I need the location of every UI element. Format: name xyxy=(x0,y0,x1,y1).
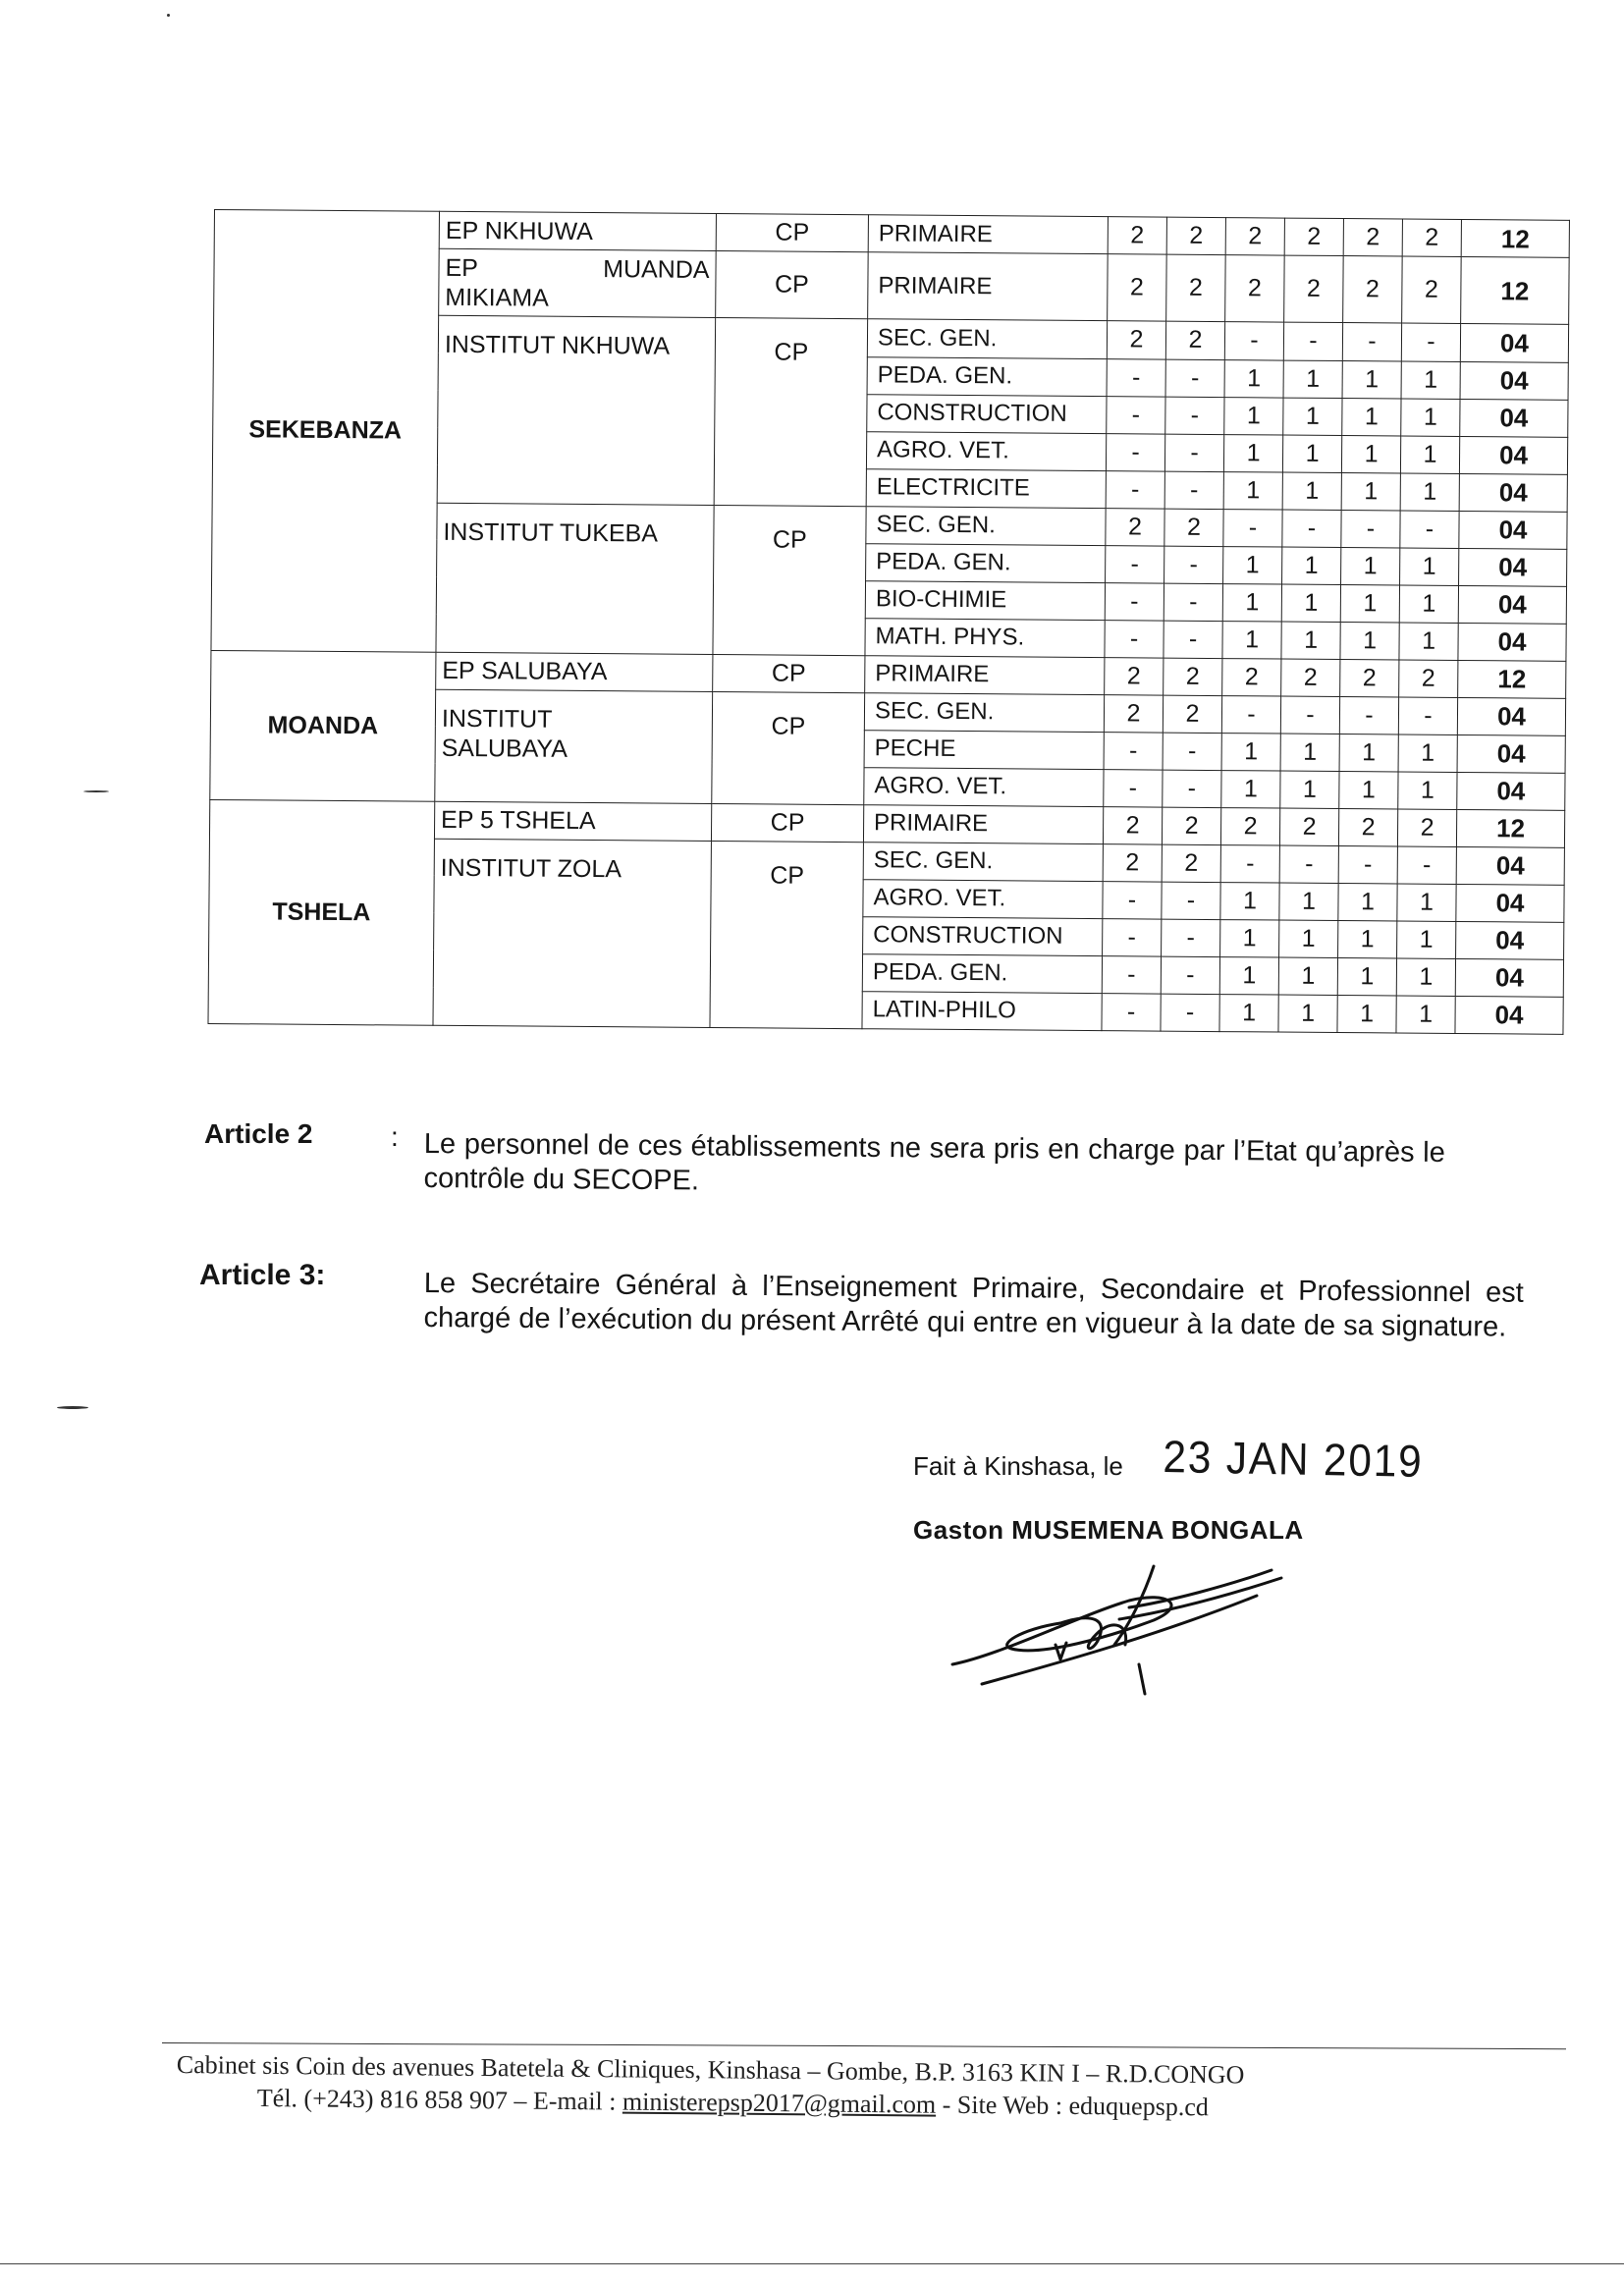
grade-count-cell: 1 xyxy=(1400,436,1459,473)
grade-count-cell: - xyxy=(1105,620,1164,657)
grade-count-cell: - xyxy=(1221,695,1280,733)
grade-count-cell: 1 xyxy=(1281,622,1340,659)
grade-count-cell: 2 xyxy=(1165,322,1224,359)
grade-count-cell: - xyxy=(1161,994,1219,1032)
bottom-rule xyxy=(0,2263,1624,2264)
grade-count-cell: 2 xyxy=(1103,843,1162,881)
grade-count-cell: 1 xyxy=(1278,957,1337,995)
grade-count-cell: - xyxy=(1104,732,1163,769)
total-cell: 04 xyxy=(1456,846,1564,885)
grade-count-cell: - xyxy=(1163,770,1221,807)
option-name-cell: PRIMAIRE xyxy=(863,804,1103,843)
grade-count-cell: 1 xyxy=(1221,770,1280,807)
grade-count-cell: 1 xyxy=(1339,734,1398,771)
grade-count-cell: 2 xyxy=(1279,808,1338,845)
option-name-cell: CONSTRUCTION xyxy=(863,916,1103,955)
grade-count-cell: 1 xyxy=(1401,399,1460,436)
footer-contact xyxy=(257,2084,1209,2122)
table-body xyxy=(208,210,1569,1035)
grade-count-cell: 1 xyxy=(1219,956,1278,994)
school-name-line: MIKIAMA xyxy=(445,283,549,312)
article-2-colon: : xyxy=(391,1121,399,1152)
category-code-cell: CP xyxy=(710,841,863,1029)
grade-count-cell: - xyxy=(1282,510,1341,547)
grade-count-cell: 2 xyxy=(1220,807,1279,844)
grade-count-cell: 2 xyxy=(1402,219,1461,256)
grade-count-cell: - xyxy=(1164,434,1223,471)
scan-mark xyxy=(167,14,170,17)
grade-count-cell: 2 xyxy=(1284,255,1344,323)
option-name-cell: MATH. PHYS. xyxy=(865,618,1105,657)
region-cell: SEKEBANZA xyxy=(211,210,440,652)
grade-count-cell: 1 xyxy=(1278,995,1337,1033)
grade-count-cell: - xyxy=(1162,882,1220,919)
option-name-cell: AGRO. VET. xyxy=(866,431,1106,470)
grade-count-cell: - xyxy=(1338,845,1397,883)
total-cell: 04 xyxy=(1459,473,1567,512)
option-name-cell: PRIMAIRE xyxy=(868,215,1108,254)
grade-count-cell: - xyxy=(1341,510,1400,547)
grade-count-cell: - xyxy=(1397,846,1456,884)
option-name-cell: PEDA. GEN. xyxy=(862,953,1102,993)
grade-count-cell: - xyxy=(1162,919,1220,956)
grade-count-cell: 2 xyxy=(1402,256,1462,324)
total-cell: 04 xyxy=(1459,511,1567,549)
grade-count-cell: - xyxy=(1163,733,1221,770)
grade-count-cell: 1 xyxy=(1224,359,1283,397)
grade-count-cell: 1 xyxy=(1280,771,1339,808)
grade-count-cell: 1 xyxy=(1282,472,1341,510)
grade-count-cell: - xyxy=(1104,769,1163,806)
school-name-cell: EP 5 TSHELA xyxy=(434,801,711,841)
category-code-cell: CP xyxy=(713,505,866,655)
grade-count-cell: - xyxy=(1106,470,1164,508)
grade-count-cell: 1 xyxy=(1397,921,1456,958)
grade-count-cell: 1 xyxy=(1398,734,1457,772)
category-code-cell: CP xyxy=(713,654,865,692)
grade-count-cell: - xyxy=(1279,845,1338,883)
school-name-cell: EP SALUBAYA xyxy=(436,652,713,691)
option-name-cell: SEC. GEN. xyxy=(867,319,1107,358)
option-name-cell: ELECTRICITE xyxy=(866,468,1106,508)
school-name-line: EP MUANDA xyxy=(445,253,710,284)
grade-count-cell: 2 xyxy=(1338,808,1397,845)
scan-mark xyxy=(83,790,109,792)
grade-count-cell: - xyxy=(1220,844,1279,882)
category-code-cell: CP xyxy=(716,251,869,320)
total-cell: 04 xyxy=(1459,436,1567,474)
table-row xyxy=(214,210,1569,258)
region-cell: MOANDA xyxy=(210,650,436,801)
category-code-cell: CP xyxy=(711,803,863,842)
footer-email-link[interactable]: ministerepsp2017@gmail.com xyxy=(622,2087,937,2119)
grade-count-cell: 2 xyxy=(1162,807,1220,844)
total-cell: 04 xyxy=(1455,958,1563,997)
grade-count-cell: 1 xyxy=(1340,622,1399,659)
category-code-cell: CP xyxy=(714,318,867,506)
grade-count-cell: 2 xyxy=(1108,254,1167,322)
grade-count-cell: 1 xyxy=(1396,958,1455,996)
grade-count-cell: 1 xyxy=(1398,772,1457,809)
grade-count-cell: 2 xyxy=(1105,657,1164,694)
total-cell: 04 xyxy=(1460,361,1568,400)
grade-count-cell: 1 xyxy=(1400,473,1459,511)
grade-count-cell: 1 xyxy=(1339,771,1398,808)
school-name-line: SALUBAYA xyxy=(441,734,568,763)
school-name-cell: INSTITUT NKHUWA xyxy=(437,316,715,505)
grade-count-cell: - xyxy=(1105,582,1164,620)
grade-count-cell: - xyxy=(1280,696,1339,734)
school-name-cell: EP NKHUWA xyxy=(439,211,716,250)
grade-count-cell: 1 xyxy=(1341,435,1400,472)
handwritten-signature xyxy=(943,1547,1326,1743)
total-cell: 04 xyxy=(1460,399,1568,437)
grade-count-cell: 1 xyxy=(1399,623,1458,660)
grade-count-cell: - xyxy=(1339,696,1398,734)
grade-count-cell: - xyxy=(1161,956,1219,994)
grade-count-cell: - xyxy=(1401,323,1460,360)
grade-count-cell: 1 xyxy=(1400,548,1459,585)
school-name-cell xyxy=(439,248,717,318)
total-cell: 04 xyxy=(1457,697,1565,735)
signer-name: Gaston MUSEMENA BONGALA xyxy=(913,1515,1304,1545)
grade-count-cell: 1 xyxy=(1223,471,1282,509)
grade-count-cell: 1 xyxy=(1338,883,1397,920)
grade-count-cell: 1 xyxy=(1283,360,1342,398)
grade-count-cell: 1 xyxy=(1337,995,1396,1033)
grade-count-cell: - xyxy=(1165,359,1224,397)
option-name-cell: PEDA. GEN. xyxy=(867,356,1107,396)
grade-count-cell: - xyxy=(1165,397,1224,434)
school-name-line: INSTITUT xyxy=(441,704,553,734)
grade-count-cell: 2 xyxy=(1108,217,1166,254)
grade-count-cell: 2 xyxy=(1106,508,1164,545)
grade-count-cell: 1 xyxy=(1220,882,1279,919)
option-name-cell: BIO-CHIMIE xyxy=(865,580,1105,620)
grade-count-cell: - xyxy=(1106,433,1164,470)
grade-count-cell: 1 xyxy=(1342,398,1401,435)
option-name-cell: AGRO. VET. xyxy=(863,879,1103,918)
grade-count-cell: 1 xyxy=(1220,919,1279,956)
total-cell: 04 xyxy=(1456,884,1564,922)
grade-count-cell: - xyxy=(1106,545,1164,582)
grade-count-cell: - xyxy=(1102,993,1161,1031)
grade-count-cell: 1 xyxy=(1222,583,1281,621)
grade-count-cell: - xyxy=(1224,322,1283,359)
total-cell: 04 xyxy=(1460,324,1568,362)
total-cell: 12 xyxy=(1456,809,1564,847)
grade-count-cell: 1 xyxy=(1221,733,1280,770)
grade-count-cell: 1 xyxy=(1397,884,1456,921)
total-cell: 04 xyxy=(1457,772,1565,810)
region-cell: TSHELA xyxy=(208,799,435,1025)
option-name-cell: PRIMAIRE xyxy=(868,252,1109,321)
signature-place: Fait à Kinshasa, le xyxy=(913,1451,1123,1481)
grade-count-cell: 1 xyxy=(1396,996,1455,1034)
grade-count-cell: 2 xyxy=(1164,658,1222,695)
option-name-cell: PEDA. GEN. xyxy=(866,543,1106,582)
option-name-cell: PECHE xyxy=(864,730,1104,769)
footer-address: Cabinet sis Coin des avenues Batetela & Cliniques, Kinshasa – Gombe, B.P. 3163 KIN I – R.D.CONGO xyxy=(176,2050,1245,2090)
option-name-cell: PRIMAIRE xyxy=(865,655,1105,694)
grade-count-cell: 1 xyxy=(1279,920,1338,957)
grade-count-cell: - xyxy=(1398,697,1457,734)
school-name-cell: INSTITUT TUKEBA xyxy=(436,503,714,654)
total-cell: 12 xyxy=(1461,219,1569,257)
category-code-cell: CP xyxy=(712,691,865,804)
footer-phone: Tél. (+243) 816 858 907 – E-mail : xyxy=(256,2084,623,2116)
grade-count-cell: - xyxy=(1107,358,1165,396)
grade-count-cell: 1 xyxy=(1399,585,1458,623)
school-allocation-table xyxy=(207,209,1569,1035)
article-2-text: Le personnel de ces établissements ne sera pris en charge par l’Etat qu’après le contrôle du SECOPE. xyxy=(423,1128,1445,1197)
grade-count-cell: 1 xyxy=(1281,584,1340,622)
school-name-cell xyxy=(435,689,713,803)
grade-count-cell: 2 xyxy=(1399,660,1458,697)
total-cell: 04 xyxy=(1457,734,1565,773)
total-cell: 04 xyxy=(1458,585,1566,624)
grade-count-cell: - xyxy=(1164,583,1222,621)
grade-count-cell: - xyxy=(1102,955,1161,993)
total-cell: 04 xyxy=(1455,996,1563,1034)
grade-count-cell: 2 xyxy=(1104,694,1163,732)
grade-count-cell: 2 xyxy=(1340,659,1399,696)
grade-count-cell: 2 xyxy=(1343,256,1403,324)
grade-count-cell: 1 xyxy=(1342,360,1401,398)
grade-count-cell: - xyxy=(1103,881,1162,918)
grade-count-cell: 2 xyxy=(1103,806,1162,843)
article-3-label: Article 3: xyxy=(199,1259,326,1291)
grade-count-cell: 1 xyxy=(1223,434,1282,471)
grade-count-cell: - xyxy=(1223,509,1282,546)
grade-count-cell: 1 xyxy=(1280,734,1339,771)
grade-count-cell: 2 xyxy=(1166,217,1225,254)
school-name-cell: INSTITUT ZOLA xyxy=(433,839,711,1028)
grade-count-cell: 2 xyxy=(1222,658,1281,695)
grade-count-cell: - xyxy=(1164,471,1223,509)
total-cell: 12 xyxy=(1458,660,1566,698)
grade-count-cell: 2 xyxy=(1343,219,1402,256)
option-name-cell: LATIN-PHILO xyxy=(862,991,1102,1030)
grade-count-cell: 2 xyxy=(1166,254,1226,322)
grade-count-cell: 1 xyxy=(1283,398,1342,435)
grade-count-cell: 2 xyxy=(1162,844,1220,882)
grade-count-cell: 2 xyxy=(1281,659,1340,696)
grade-count-cell: - xyxy=(1342,323,1401,360)
article-2-label: Article 2 xyxy=(204,1118,313,1149)
grade-count-cell: 1 xyxy=(1279,883,1338,920)
grade-count-cell: - xyxy=(1103,918,1162,955)
grade-count-cell: - xyxy=(1400,511,1459,548)
category-code-cell: CP xyxy=(716,214,868,252)
grade-count-cell: 2 xyxy=(1164,509,1223,546)
total-cell: 04 xyxy=(1459,548,1567,586)
grade-count-cell: 2 xyxy=(1397,809,1456,846)
grade-count-cell: 1 xyxy=(1219,994,1278,1032)
date-stamp: 23 JAN 2019 xyxy=(1163,1430,1424,1488)
grade-count-cell: 1 xyxy=(1282,435,1341,472)
grade-count-cell: 2 xyxy=(1163,695,1221,733)
grade-count-cell: - xyxy=(1107,396,1165,433)
grade-count-cell: 1 xyxy=(1282,547,1341,584)
grade-count-cell: - xyxy=(1164,546,1223,583)
total-cell: 04 xyxy=(1458,623,1566,661)
footer-rule xyxy=(162,2042,1566,2049)
grade-count-cell: - xyxy=(1283,323,1342,360)
grade-count-cell: 2 xyxy=(1107,321,1165,358)
grade-count-cell: 1 xyxy=(1341,472,1400,510)
grade-count-cell: 1 xyxy=(1337,957,1396,995)
footer-website: - Site Web : eduquepsp.cd xyxy=(936,2090,1209,2122)
total-cell: 12 xyxy=(1461,256,1570,324)
grade-count-cell: 2 xyxy=(1284,218,1343,255)
grade-count-cell: 1 xyxy=(1224,397,1283,434)
grade-count-cell: 2 xyxy=(1225,255,1285,323)
total-cell: 04 xyxy=(1456,921,1564,959)
grade-count-cell: - xyxy=(1164,621,1222,658)
grade-count-cell: 1 xyxy=(1222,621,1281,658)
scan-mark xyxy=(57,1406,88,1409)
grade-count-cell: 1 xyxy=(1223,546,1282,583)
grade-count-cell: 1 xyxy=(1401,361,1460,399)
option-name-cell: CONSTRUCTION xyxy=(867,394,1107,433)
grade-count-cell: 1 xyxy=(1341,547,1400,584)
grade-count-cell: 1 xyxy=(1338,920,1397,957)
grade-count-cell: 1 xyxy=(1340,584,1399,622)
option-name-cell: SEC. GEN. xyxy=(864,692,1104,732)
option-name-cell: SEC. GEN. xyxy=(863,842,1103,881)
option-name-cell: SEC. GEN. xyxy=(866,506,1106,545)
option-name-cell: AGRO. VET. xyxy=(864,767,1104,806)
grade-count-cell: 2 xyxy=(1225,218,1284,255)
article-3-text: Le Secrétaire Général à l’Enseignement Primaire, Secondaire et Professionnel est chargé de l’exécution du présent Arrêté qui entre en vigueur à la date de sa signature. xyxy=(423,1268,1524,1343)
